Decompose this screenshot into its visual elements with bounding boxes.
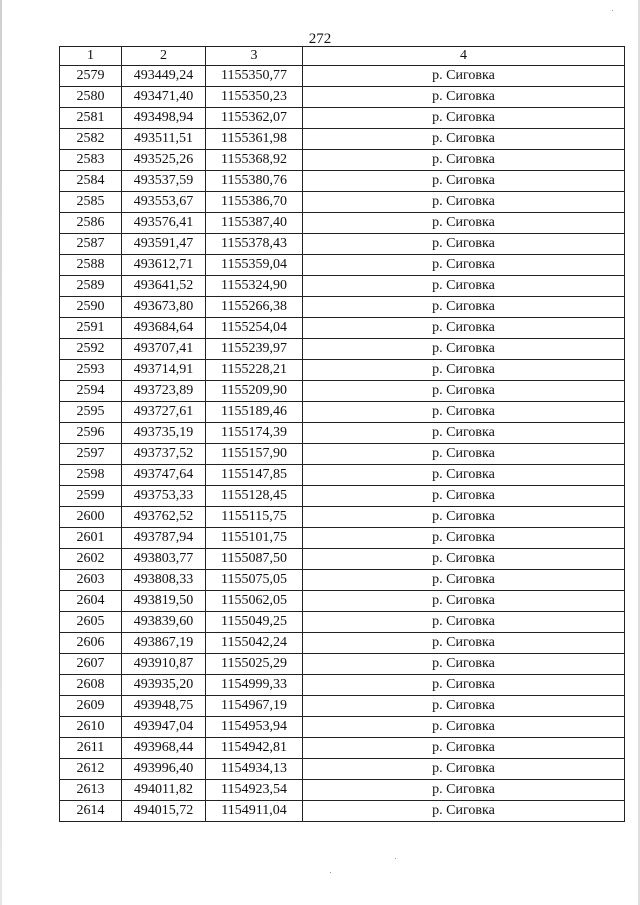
table-row bbox=[60, 423, 625, 444]
point-number-cell: 2611 bbox=[60, 738, 122, 759]
point-number-cell: 2582 bbox=[60, 129, 122, 150]
location-cell: р. Сиговка bbox=[303, 570, 625, 591]
point-number-cell: 2602 bbox=[60, 549, 122, 570]
y-coordinate-cell: 1155049,25 bbox=[206, 612, 303, 633]
x-coordinate-cell: 493537,59 bbox=[122, 171, 206, 192]
x-coordinate-cell: 493727,61 bbox=[122, 402, 206, 423]
point-number-cell: 2580 bbox=[60, 87, 122, 108]
point-number-cell: 2608 bbox=[60, 675, 122, 696]
location-cell: р. Сиговка bbox=[303, 360, 625, 381]
x-coordinate-cell: 493714,91 bbox=[122, 360, 206, 381]
point-number-cell: 2603 bbox=[60, 570, 122, 591]
table-row bbox=[60, 549, 625, 570]
header-cell-3: 3 bbox=[206, 47, 303, 66]
point-number-cell: 2595 bbox=[60, 402, 122, 423]
x-coordinate-cell: 493747,64 bbox=[122, 465, 206, 486]
table-row bbox=[60, 591, 625, 612]
table-row bbox=[60, 717, 625, 738]
scan-speck bbox=[330, 872, 331, 873]
x-coordinate-cell: 493948,75 bbox=[122, 696, 206, 717]
point-number-cell: 2606 bbox=[60, 633, 122, 654]
table-row bbox=[60, 318, 625, 339]
location-cell: р. Сиговка bbox=[303, 255, 625, 276]
scan-speck bbox=[395, 858, 396, 859]
location-cell: р. Сиговка bbox=[303, 675, 625, 696]
x-coordinate-cell: 493819,50 bbox=[122, 591, 206, 612]
x-coordinate-cell: 493867,19 bbox=[122, 633, 206, 654]
location-cell: р. Сиговка bbox=[303, 66, 625, 87]
y-coordinate-cell: 1155209,90 bbox=[206, 381, 303, 402]
table-row bbox=[60, 570, 625, 591]
y-coordinate-cell: 1155174,39 bbox=[206, 423, 303, 444]
table-row bbox=[60, 213, 625, 234]
location-cell: р. Сиговка bbox=[303, 591, 625, 612]
point-number-cell: 2597 bbox=[60, 444, 122, 465]
point-number-cell: 2598 bbox=[60, 465, 122, 486]
y-coordinate-cell: 1155266,38 bbox=[206, 297, 303, 318]
point-number-cell: 2601 bbox=[60, 528, 122, 549]
location-cell: р. Сиговка bbox=[303, 507, 625, 528]
x-coordinate-cell: 493591,47 bbox=[122, 234, 206, 255]
table-row bbox=[60, 381, 625, 402]
table-row bbox=[60, 528, 625, 549]
table-row bbox=[60, 339, 625, 360]
location-cell: р. Сиговка bbox=[303, 171, 625, 192]
point-number-cell: 2610 bbox=[60, 717, 122, 738]
y-coordinate-cell: 1155350,77 bbox=[206, 66, 303, 87]
table-row bbox=[60, 66, 625, 87]
location-cell: р. Сиговка bbox=[303, 444, 625, 465]
y-coordinate-cell: 1155075,05 bbox=[206, 570, 303, 591]
x-coordinate-cell: 493753,33 bbox=[122, 486, 206, 507]
table-row bbox=[60, 507, 625, 528]
table-body bbox=[60, 66, 625, 822]
point-number-cell: 2612 bbox=[60, 759, 122, 780]
location-cell: р. Сиговка bbox=[303, 87, 625, 108]
y-coordinate-cell: 1155189,46 bbox=[206, 402, 303, 423]
coordinates-table bbox=[59, 46, 625, 822]
x-coordinate-cell: 493723,89 bbox=[122, 381, 206, 402]
table-row bbox=[60, 192, 625, 213]
location-cell: р. Сиговка bbox=[303, 192, 625, 213]
x-coordinate-cell: 493762,52 bbox=[122, 507, 206, 528]
x-coordinate-cell: 493449,24 bbox=[122, 66, 206, 87]
y-coordinate-cell: 1155042,24 bbox=[206, 633, 303, 654]
point-number-cell: 2587 bbox=[60, 234, 122, 255]
x-coordinate-cell: 493471,40 bbox=[122, 87, 206, 108]
point-number-cell: 2596 bbox=[60, 423, 122, 444]
point-number-cell: 2600 bbox=[60, 507, 122, 528]
x-coordinate-cell: 494015,72 bbox=[122, 801, 206, 822]
location-cell: р. Сиговка bbox=[303, 150, 625, 171]
header-cell-2: 2 bbox=[122, 47, 206, 66]
y-coordinate-cell: 1154953,94 bbox=[206, 717, 303, 738]
y-coordinate-cell: 1154923,54 bbox=[206, 780, 303, 801]
table-row bbox=[60, 675, 625, 696]
x-coordinate-cell: 493612,71 bbox=[122, 255, 206, 276]
y-coordinate-cell: 1154934,13 bbox=[206, 759, 303, 780]
x-coordinate-cell: 493737,52 bbox=[122, 444, 206, 465]
header-row bbox=[60, 47, 625, 66]
point-number-cell: 2581 bbox=[60, 108, 122, 129]
scan-speck bbox=[612, 10, 613, 11]
y-coordinate-cell: 1155359,04 bbox=[206, 255, 303, 276]
location-cell: р. Сиговка bbox=[303, 717, 625, 738]
location-cell: р. Сиговка bbox=[303, 612, 625, 633]
y-coordinate-cell: 1154967,19 bbox=[206, 696, 303, 717]
y-coordinate-cell: 1155387,40 bbox=[206, 213, 303, 234]
table-row bbox=[60, 696, 625, 717]
table-row bbox=[60, 129, 625, 150]
point-number-cell: 2583 bbox=[60, 150, 122, 171]
y-coordinate-cell: 1155350,23 bbox=[206, 87, 303, 108]
table-row bbox=[60, 465, 625, 486]
x-coordinate-cell: 493576,41 bbox=[122, 213, 206, 234]
location-cell: р. Сиговка bbox=[303, 402, 625, 423]
table-row bbox=[60, 150, 625, 171]
point-number-cell: 2585 bbox=[60, 192, 122, 213]
point-number-cell: 2605 bbox=[60, 612, 122, 633]
location-cell: р. Сиговка bbox=[303, 234, 625, 255]
point-number-cell: 2592 bbox=[60, 339, 122, 360]
y-coordinate-cell: 1155062,05 bbox=[206, 591, 303, 612]
point-number-cell: 2591 bbox=[60, 318, 122, 339]
location-cell: р. Сиговка bbox=[303, 696, 625, 717]
header-cell-4: 4 bbox=[303, 47, 625, 66]
table-row bbox=[60, 780, 625, 801]
table-row bbox=[60, 633, 625, 654]
x-coordinate-cell: 493947,04 bbox=[122, 717, 206, 738]
point-number-cell: 2588 bbox=[60, 255, 122, 276]
y-coordinate-cell: 1155101,75 bbox=[206, 528, 303, 549]
point-number-cell: 2613 bbox=[60, 780, 122, 801]
location-cell: р. Сиговка bbox=[303, 318, 625, 339]
y-coordinate-cell: 1154942,81 bbox=[206, 738, 303, 759]
x-coordinate-cell: 493673,80 bbox=[122, 297, 206, 318]
y-coordinate-cell: 1154911,04 bbox=[206, 801, 303, 822]
header-cell-1: 1 bbox=[60, 47, 122, 66]
table-row bbox=[60, 297, 625, 318]
location-cell: р. Сиговка bbox=[303, 213, 625, 234]
table-row bbox=[60, 486, 625, 507]
x-coordinate-cell: 493803,77 bbox=[122, 549, 206, 570]
location-cell: р. Сиговка bbox=[303, 297, 625, 318]
x-coordinate-cell: 493735,19 bbox=[122, 423, 206, 444]
page-number: 272 bbox=[308, 31, 332, 47]
table-row bbox=[60, 234, 625, 255]
point-number-cell: 2579 bbox=[60, 66, 122, 87]
location-cell: р. Сиговка bbox=[303, 276, 625, 297]
table-row bbox=[60, 612, 625, 633]
location-cell: р. Сиговка bbox=[303, 339, 625, 360]
x-coordinate-cell: 493684,64 bbox=[122, 318, 206, 339]
location-cell: р. Сиговка bbox=[303, 381, 625, 402]
location-cell: р. Сиговка bbox=[303, 129, 625, 150]
x-coordinate-cell: 493935,20 bbox=[122, 675, 206, 696]
y-coordinate-cell: 1155087,50 bbox=[206, 549, 303, 570]
x-coordinate-cell: 493498,94 bbox=[122, 108, 206, 129]
point-number-cell: 2599 bbox=[60, 486, 122, 507]
point-number-cell: 2594 bbox=[60, 381, 122, 402]
x-coordinate-cell: 494011,82 bbox=[122, 780, 206, 801]
point-number-cell: 2586 bbox=[60, 213, 122, 234]
y-coordinate-cell: 1155128,45 bbox=[206, 486, 303, 507]
point-number-cell: 2609 bbox=[60, 696, 122, 717]
location-cell: р. Сиговка bbox=[303, 465, 625, 486]
table-row bbox=[60, 171, 625, 192]
location-cell: р. Сиговка bbox=[303, 528, 625, 549]
scan-left-edge bbox=[0, 0, 2, 905]
location-cell: р. Сиговка bbox=[303, 633, 625, 654]
x-coordinate-cell: 493787,94 bbox=[122, 528, 206, 549]
y-coordinate-cell: 1155115,75 bbox=[206, 507, 303, 528]
x-coordinate-cell: 493641,52 bbox=[122, 276, 206, 297]
y-coordinate-cell: 1155025,29 bbox=[206, 654, 303, 675]
y-coordinate-cell: 1155157,90 bbox=[206, 444, 303, 465]
y-coordinate-cell: 1155228,21 bbox=[206, 360, 303, 381]
table-row bbox=[60, 801, 625, 822]
point-number-cell: 2604 bbox=[60, 591, 122, 612]
table-row bbox=[60, 402, 625, 423]
y-coordinate-cell: 1155380,76 bbox=[206, 171, 303, 192]
location-cell: р. Сиговка bbox=[303, 108, 625, 129]
y-coordinate-cell: 1155386,70 bbox=[206, 192, 303, 213]
table-row bbox=[60, 276, 625, 297]
location-cell: р. Сиговка bbox=[303, 654, 625, 675]
table-row bbox=[60, 654, 625, 675]
table-row bbox=[60, 738, 625, 759]
y-coordinate-cell: 1155378,43 bbox=[206, 234, 303, 255]
location-cell: р. Сиговка bbox=[303, 423, 625, 444]
point-number-cell: 2589 bbox=[60, 276, 122, 297]
x-coordinate-cell: 493910,87 bbox=[122, 654, 206, 675]
x-coordinate-cell: 493996,40 bbox=[122, 759, 206, 780]
table-row bbox=[60, 87, 625, 108]
table-row bbox=[60, 759, 625, 780]
location-cell: р. Сиговка bbox=[303, 486, 625, 507]
table-row bbox=[60, 108, 625, 129]
x-coordinate-cell: 493525,26 bbox=[122, 150, 206, 171]
point-number-cell: 2584 bbox=[60, 171, 122, 192]
table-row bbox=[60, 255, 625, 276]
table-row bbox=[60, 360, 625, 381]
location-cell: р. Сиговка bbox=[303, 759, 625, 780]
x-coordinate-cell: 493707,41 bbox=[122, 339, 206, 360]
point-number-cell: 2590 bbox=[60, 297, 122, 318]
x-coordinate-cell: 493968,44 bbox=[122, 738, 206, 759]
location-cell: р. Сиговка bbox=[303, 801, 625, 822]
table-header bbox=[60, 47, 625, 66]
x-coordinate-cell: 493553,67 bbox=[122, 192, 206, 213]
y-coordinate-cell: 1155361,98 bbox=[206, 129, 303, 150]
y-coordinate-cell: 1155239,97 bbox=[206, 339, 303, 360]
location-cell: р. Сиговка bbox=[303, 780, 625, 801]
x-coordinate-cell: 493839,60 bbox=[122, 612, 206, 633]
y-coordinate-cell: 1155254,04 bbox=[206, 318, 303, 339]
location-cell: р. Сиговка bbox=[303, 738, 625, 759]
y-coordinate-cell: 1155368,92 bbox=[206, 150, 303, 171]
point-number-cell: 2614 bbox=[60, 801, 122, 822]
x-coordinate-cell: 493808,33 bbox=[122, 570, 206, 591]
point-number-cell: 2593 bbox=[60, 360, 122, 381]
y-coordinate-cell: 1154999,33 bbox=[206, 675, 303, 696]
y-coordinate-cell: 1155362,07 bbox=[206, 108, 303, 129]
y-coordinate-cell: 1155324,90 bbox=[206, 276, 303, 297]
table-row bbox=[60, 444, 625, 465]
x-coordinate-cell: 493511,51 bbox=[122, 129, 206, 150]
y-coordinate-cell: 1155147,85 bbox=[206, 465, 303, 486]
location-cell: р. Сиговка bbox=[303, 549, 625, 570]
point-number-cell: 2607 bbox=[60, 654, 122, 675]
